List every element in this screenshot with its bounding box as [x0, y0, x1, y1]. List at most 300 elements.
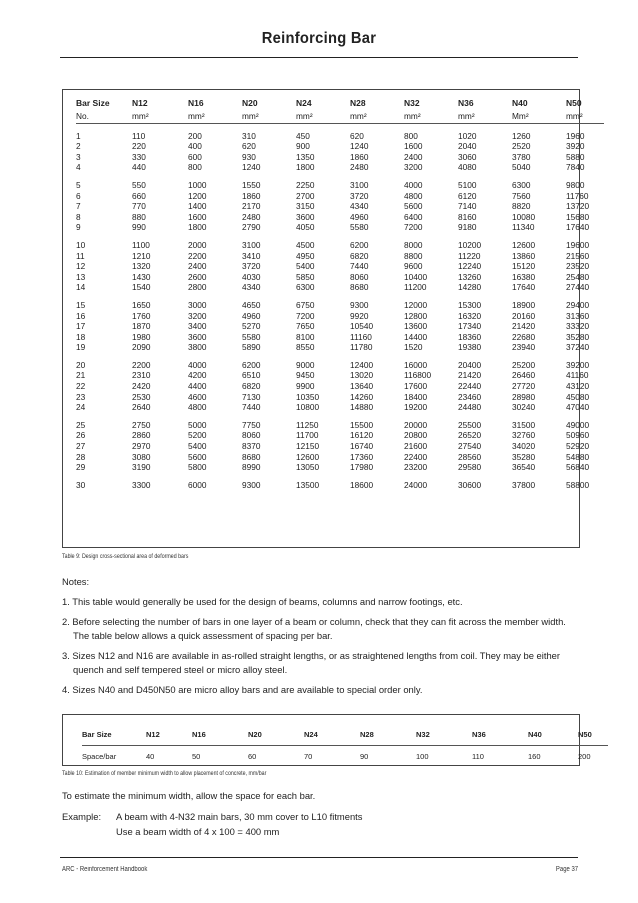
table-row — [76, 381, 604, 392]
table-cell: 4000 — [404, 179, 423, 190]
table-row — [76, 272, 604, 283]
table-row — [76, 251, 604, 262]
table-cell: 12800 — [404, 310, 428, 321]
table-row — [76, 452, 604, 463]
table-row — [76, 141, 604, 152]
table-cell: 2200 — [132, 359, 151, 370]
table-cell: 2480 — [242, 211, 261, 222]
table-cell: 8060 — [242, 430, 261, 441]
table-cell: 17640 — [512, 282, 536, 293]
table-cell: 4340 — [242, 282, 261, 293]
table-row — [76, 480, 604, 491]
table-cell: 11160 — [350, 331, 372, 342]
table-cell: 3400 — [188, 321, 207, 332]
table-cell: 6820 — [242, 381, 261, 392]
table-cell: 600 — [188, 151, 202, 162]
column-header: N32 — [416, 729, 430, 739]
column-header: N36 — [472, 729, 486, 739]
table-cell: 32760 — [512, 430, 536, 441]
table-cell: 17640 — [566, 222, 590, 233]
table-cell: 3410 — [242, 250, 261, 261]
table-cell: 3150 — [296, 201, 315, 212]
table-cell: 100 — [416, 751, 429, 761]
table-cell: 9920 — [350, 310, 369, 321]
table-cell: 2000 — [188, 239, 207, 250]
table-cell: 330 — [132, 151, 146, 162]
table-row — [76, 342, 604, 353]
table-cell: 23940 — [512, 342, 536, 353]
table-cell: 25 — [76, 419, 86, 430]
table-cell: 5580 — [350, 222, 369, 233]
table-cell: 10350 — [296, 391, 320, 402]
table-cell: mm² — [296, 110, 313, 121]
table-cell: 17340 — [458, 321, 482, 332]
table-cell: 3 — [76, 151, 81, 162]
spacing-table-row — [82, 746, 608, 767]
table-cell: 310 — [242, 130, 256, 141]
table-cell: 8060 — [350, 271, 369, 282]
table-cell: 5 — [76, 179, 81, 190]
table-row — [76, 201, 604, 212]
table-cell: 5400 — [188, 441, 207, 452]
table-row — [76, 300, 604, 311]
table-cell: 37240 — [566, 342, 590, 353]
table-cell: 1870 — [132, 321, 151, 332]
table-cell: 23520 — [566, 261, 590, 272]
table-cell: 10400 — [404, 271, 428, 282]
table-row — [76, 462, 604, 473]
table-row — [76, 430, 604, 441]
table-cell: 880 — [132, 211, 146, 222]
table-cell: 9300 — [350, 299, 369, 310]
table-cell: 1210 — [132, 250, 151, 261]
table-cell: 28 — [76, 451, 86, 462]
table-cell: 17980 — [350, 462, 374, 473]
spacing-table — [82, 723, 608, 766]
table-cell: 25480 — [566, 271, 590, 282]
table-cell: 4650 — [242, 299, 261, 310]
table-cell: 2970 — [132, 441, 151, 452]
table-cell: 13020 — [350, 370, 374, 381]
table-cell: 70 — [304, 751, 313, 761]
table-cell: 1540 — [132, 282, 151, 293]
table-cell: 1320 — [132, 261, 151, 272]
table-cell: 40 — [146, 751, 155, 761]
table-cell: 5600 — [404, 201, 423, 212]
table-cell: 22680 — [512, 331, 536, 342]
table-cell: 12150 — [296, 441, 320, 452]
table-cell: 18900 — [512, 299, 536, 310]
table-cell: 1200 — [188, 190, 207, 201]
spacing-table-header — [82, 723, 608, 745]
table-cell: 3190 — [132, 462, 151, 473]
table-cell: 3080 — [132, 451, 151, 462]
column-header: N20 — [242, 98, 258, 108]
table-cell: 16380 — [512, 271, 536, 282]
column-header: N12 — [146, 729, 160, 739]
table-cell: 930 — [242, 151, 256, 162]
table-cell: 620 — [242, 141, 256, 152]
table-cell: 1400 — [188, 201, 207, 212]
table-cell: 1000 — [188, 179, 207, 190]
table-cell: mm² — [566, 110, 583, 121]
column-header: Bar Size — [76, 98, 110, 108]
table-cell: 45080 — [566, 391, 590, 402]
table-cell: 2600 — [188, 271, 207, 282]
table-cell: 33320 — [566, 321, 590, 332]
table-cell: 1 — [76, 130, 81, 141]
table-cell: 16 — [76, 310, 86, 321]
column-header: N16 — [192, 729, 206, 739]
table-cell: 2520 — [512, 141, 531, 152]
column-header: N20 — [248, 729, 262, 739]
table-cell: 35280 — [566, 331, 590, 342]
title-rule — [60, 57, 578, 58]
table-cell: 28980 — [512, 391, 536, 402]
table-row — [76, 321, 604, 332]
table-cell: 22 — [76, 381, 86, 392]
table-cell: 28560 — [458, 451, 482, 462]
table-cell: 2400 — [404, 151, 423, 162]
table-cell: 6000 — [188, 479, 207, 490]
table-cell: 11220 — [458, 250, 481, 261]
table-cell: 160 — [528, 751, 541, 761]
table-cell: 12600 — [512, 239, 536, 250]
table-cell: 21420 — [458, 370, 482, 381]
table-cell: 49000 — [566, 419, 590, 430]
table-row — [76, 402, 604, 413]
table-cell: 2480 — [350, 162, 369, 173]
table-cell: 5890 — [242, 342, 261, 353]
table-cell: 24480 — [458, 402, 482, 413]
table-cell: 27540 — [458, 441, 482, 452]
table-cell: 6750 — [296, 299, 315, 310]
table-cell: 3920 — [566, 141, 585, 152]
table-cell: 6200 — [242, 359, 261, 370]
table-row — [76, 420, 604, 431]
table-cell: 4030 — [242, 271, 261, 282]
table-cell: 22440 — [458, 381, 482, 392]
table-cell: 11250 — [296, 419, 319, 430]
table-cell: 5400 — [296, 261, 315, 272]
table-cell: 12400 — [350, 359, 374, 370]
table-cell: 2400 — [188, 261, 207, 272]
table-cell: 11780 — [350, 342, 373, 353]
table-cell: 25500 — [458, 419, 482, 430]
table-cell: 13 — [76, 271, 86, 282]
table-cell: 3720 — [242, 261, 261, 272]
table-cell: 2750 — [132, 419, 151, 430]
table-cell: 2250 — [296, 179, 315, 190]
table-cell: 660 — [132, 190, 146, 201]
table-row — [76, 180, 604, 191]
column-header: Bar Size — [82, 729, 112, 739]
table-cell: 5200 — [188, 430, 207, 441]
table-cell: 7750 — [242, 419, 261, 430]
table-cell: 12600 — [296, 451, 320, 462]
table-cell: 15 — [76, 299, 86, 310]
table-cell: 900 — [296, 141, 310, 152]
table-cell: 1350 — [296, 151, 315, 162]
table-cell: 4500 — [296, 239, 315, 250]
table-cell: 12 — [76, 261, 86, 272]
table-cell: 4950 — [296, 250, 315, 261]
table-cell: 7140 — [458, 201, 477, 212]
table-cell: 5000 — [188, 419, 207, 430]
table-cell: 13050 — [296, 462, 320, 473]
table-cell: 5580 — [242, 331, 261, 342]
table-cell: 1240 — [242, 162, 261, 173]
table-cell: 4050 — [296, 222, 315, 233]
table-cell: 14260 — [350, 391, 374, 402]
table-cell: 17 — [76, 321, 86, 332]
example-label: Example: — [62, 811, 102, 822]
table-cell: 5270 — [242, 321, 261, 332]
table-row — [76, 162, 604, 173]
table-cell: 19600 — [566, 239, 590, 250]
table-cell: 30600 — [458, 479, 482, 490]
table-cell: 19200 — [404, 402, 428, 413]
table-cell: 14 — [76, 282, 86, 293]
table-cell: 6300 — [296, 282, 315, 293]
table-row — [76, 360, 604, 371]
table-cell: 10200 — [458, 239, 482, 250]
table-cell: 27440 — [566, 282, 590, 293]
table-cell: 21560 — [566, 250, 590, 261]
table-row — [76, 441, 604, 452]
column-header: N40 — [528, 729, 542, 739]
table-cell: 2790 — [242, 222, 261, 233]
footer-title: ARC - Reinforcement Handbook — [62, 866, 148, 873]
table-cell: 20000 — [404, 419, 428, 430]
table-cell: 450 — [296, 130, 310, 141]
table-cell: 4 — [76, 162, 81, 173]
table-cell: 3000 — [188, 299, 207, 310]
table-cell: 4960 — [242, 310, 261, 321]
table-cell: 2530 — [132, 391, 151, 402]
table-cell: 2090 — [132, 342, 151, 353]
table-cell: 24 — [76, 402, 86, 413]
table-cell: 39200 — [566, 359, 590, 370]
table-cell: 7840 — [566, 162, 585, 173]
table-cell: 90 — [360, 751, 369, 761]
table-header-row — [76, 98, 604, 109]
table-cell: 13260 — [458, 271, 482, 282]
table-cell: 15500 — [350, 419, 374, 430]
table-cell: 1760 — [132, 310, 151, 321]
table-cell: 2200 — [188, 250, 207, 261]
table-cell: 10 — [76, 239, 86, 250]
table-cell: 200 — [578, 751, 591, 761]
table-row — [76, 240, 604, 251]
table-cell: 6120 — [458, 190, 477, 201]
table-cell: 3300 — [132, 479, 151, 490]
note-2 — [62, 615, 622, 643]
table-cell: 1520 — [404, 342, 423, 353]
table-cell: mm² — [188, 110, 205, 121]
notes-heading: Notes: — [62, 576, 90, 587]
table-cell: 3720 — [350, 190, 369, 201]
table-cell: 50 — [192, 751, 201, 761]
table-cell: 8800 — [404, 250, 423, 261]
table-cell: 4200 — [188, 370, 207, 381]
table-cell: 35280 — [512, 451, 536, 462]
table-cell: mm² — [404, 110, 421, 121]
table-cell: 12000 — [404, 299, 428, 310]
table-cell: 7440 — [350, 261, 369, 272]
table-cell: 4960 — [350, 211, 369, 222]
notes-section — [62, 575, 622, 703]
table-cell: 56840 — [566, 462, 590, 473]
table-cell: 25200 — [512, 359, 536, 370]
table-cell: 11700 — [296, 430, 319, 441]
example-line-1: A beam with 4-N32 main bars, 30 mm cover to L10 fitments — [116, 811, 363, 822]
table-cell: 29580 — [458, 462, 482, 473]
table-cell: 7 — [76, 201, 81, 212]
table-cell: 1860 — [242, 190, 261, 201]
table-cell: 36540 — [512, 462, 536, 473]
column-header: N28 — [350, 98, 366, 108]
column-header: N32 — [404, 98, 420, 108]
table-row — [76, 191, 604, 202]
note-2-line-2: The table below allows a quick assessment of spacing per bar. — [73, 630, 333, 641]
table-cell: 13600 — [404, 321, 428, 332]
note-3 — [62, 649, 622, 677]
table-cell: 3100 — [242, 239, 261, 250]
note-1: 1. This table would generally be used for the design of beams, columns and narrow footings, etc. — [62, 596, 463, 607]
table-cell: 21420 — [512, 321, 536, 332]
table-cell: mm² — [458, 110, 475, 121]
table-row — [76, 212, 604, 223]
table-cell: 800 — [188, 162, 202, 173]
table-row — [76, 152, 604, 163]
table-cell: 31360 — [566, 310, 590, 321]
table-cell: 9600 — [404, 261, 423, 272]
table-row — [76, 311, 604, 322]
table-cell: 20 — [76, 359, 86, 370]
table-cell: 3060 — [458, 151, 477, 162]
table-cell: 50960 — [566, 430, 590, 441]
table-cell: 13860 — [512, 250, 536, 261]
table-cell: 60 — [248, 751, 257, 761]
table-cell: 7440 — [242, 402, 261, 413]
table-cell: 4600 — [188, 391, 207, 402]
table-cell: 5850 — [296, 271, 315, 282]
table-cell: 12240 — [458, 261, 482, 272]
table-cell: 41160 — [566, 370, 589, 381]
table-cell: 16740 — [350, 441, 374, 452]
table-cell: 2310 — [132, 370, 151, 381]
table-cell: 2 — [76, 141, 81, 152]
table9-caption: Table 9: Design cross-sectional area of deformed bars — [62, 553, 189, 560]
table-cell: 18 — [76, 331, 86, 342]
table-cell: 990 — [132, 222, 146, 233]
table-cell: 1550 — [242, 179, 261, 190]
table-cell: 4800 — [404, 190, 423, 201]
bar-area-table — [76, 98, 604, 490]
table-cell: 8680 — [242, 451, 261, 462]
table-cell: 9800 — [566, 179, 585, 190]
table-cell: 15120 — [512, 261, 536, 272]
table-cell: 5800 — [188, 462, 207, 473]
table-cell: 2040 — [458, 141, 477, 152]
table-cell: 8 — [76, 211, 81, 222]
table-cell: 13500 — [296, 479, 320, 490]
table-cell: 37800 — [512, 479, 536, 490]
table-cell: 8680 — [350, 282, 369, 293]
table-cell: 220 — [132, 141, 146, 152]
table-cell: 16320 — [458, 310, 482, 321]
table-cell: 18600 — [350, 479, 374, 490]
table-cell: 14400 — [404, 331, 428, 342]
table-cell: 1100 — [132, 239, 150, 250]
table-row — [76, 282, 604, 293]
table-cell: 4340 — [350, 201, 369, 212]
table-cell: 2170 — [242, 201, 261, 212]
note-4: 4. Sizes N40 and D450N50 are micro alloy bars and are available to special order only. — [62, 684, 423, 695]
table-cell: 17600 — [404, 381, 428, 392]
table-cell: 22400 — [404, 451, 428, 462]
table-cell: 20160 — [512, 310, 536, 321]
table-cell: 5880 — [566, 151, 585, 162]
table-cell: 16120 — [350, 430, 374, 441]
table-cell: 24000 — [404, 479, 428, 490]
table-cell: 8160 — [458, 211, 477, 222]
table-cell: 20800 — [404, 430, 428, 441]
table-cell: Mm² — [512, 110, 529, 121]
table-cell: 23200 — [404, 462, 428, 473]
table-cell: 6 — [76, 190, 81, 201]
table-cell: 1240 — [350, 141, 369, 152]
table-cell: 5040 — [512, 162, 531, 173]
table-cell: 19 — [76, 342, 86, 353]
table-cell: 4080 — [458, 162, 477, 173]
table-cell: 9180 — [458, 222, 477, 233]
table-cell: 8370 — [242, 441, 261, 452]
table-cell: 620 — [350, 130, 364, 141]
table-cell: 440 — [132, 162, 146, 173]
table-cell: 1260 — [512, 130, 531, 141]
column-header: N50 — [566, 98, 582, 108]
table-cell: 23460 — [458, 391, 482, 402]
table-cell: 6820 — [350, 250, 369, 261]
table-cell: 8550 — [296, 342, 315, 353]
table-cell: 18400 — [404, 391, 428, 402]
table-cell: 9 — [76, 222, 81, 233]
table-row — [76, 261, 604, 272]
table-cell: 43120 — [566, 381, 590, 392]
table-cell: 11760 — [566, 190, 589, 201]
table-cell: 11340 — [512, 222, 535, 233]
table-cell: No. — [76, 110, 89, 121]
page-number: Page 37 — [555, 866, 578, 873]
table-cell: 15300 — [458, 299, 482, 310]
table-cell: 7130 — [242, 391, 261, 402]
table-cell: 10540 — [350, 321, 374, 332]
table-cell: 21600 — [404, 441, 428, 452]
table-cell: 770 — [132, 201, 146, 212]
table-cell: 116800 — [404, 370, 432, 381]
table-cell: 26 — [76, 430, 86, 441]
table-cell: 1020 — [458, 130, 477, 141]
table-cell: 6400 — [404, 211, 423, 222]
table-cell: 9900 — [296, 381, 315, 392]
table-cell: 27720 — [512, 381, 536, 392]
table-cell: 3200 — [188, 310, 207, 321]
table-cell: 11 — [76, 250, 85, 261]
column-header: N36 — [458, 98, 474, 108]
table-cell: 9300 — [242, 479, 261, 490]
